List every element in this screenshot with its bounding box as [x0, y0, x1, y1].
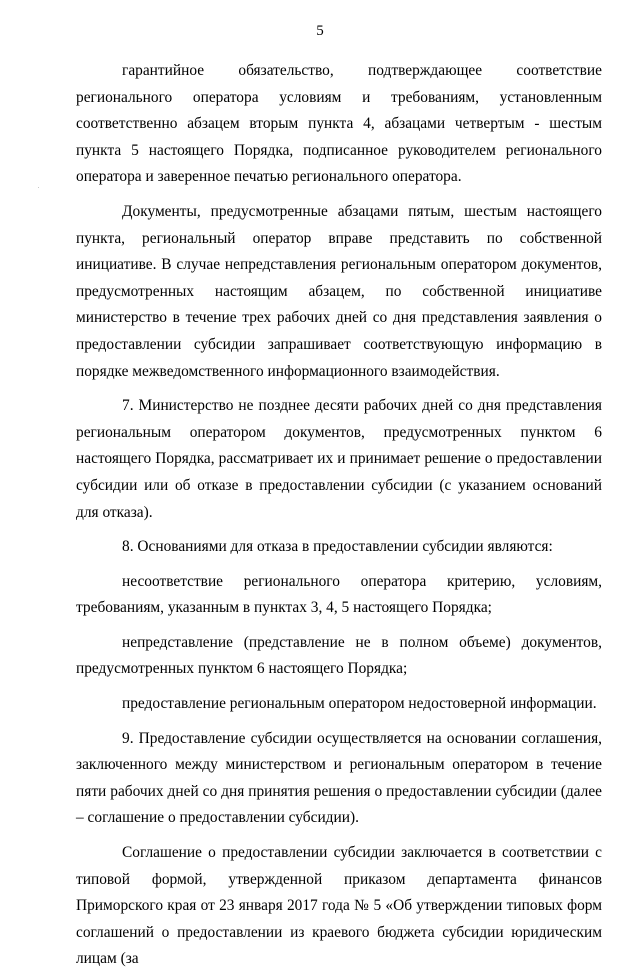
paragraph-item-7: 7. Министерство не позднее десяти рабочих дней со дня представления региональным оператором документов, предусмотренных пунктом 6 настоящего Порядка, рассматривает их и принимает решение о предоставлении субсидии или об отказе в предоставлении субсидии (с указанием оснований для отказа).: [76, 397, 602, 521]
paragraph-item-8: 8. Основаниями для отказа в предоставлении субсидии являются:: [122, 538, 553, 556]
paragraph-guarantee-obligation: гарантийное обязательство, подтверждающее соответствие регионального оператора условиям и требованиям, установленным соответственно абзацем вторым пункта 4, абзацами четвертым - шестым пункта 5 настоящего Порядка, подписанное руководителем регионального оператора и заверенное печатью регионального оператора.: [76, 62, 602, 186]
paragraph-item-9: 9. Предоставление субсидии осуществляется на основании соглашения, заключенного между министерством и региональным оператором в течение пяти рабочих дней со дня принятия решения о предоставлении субсидии (далее – соглашение о предоставлении субсидии).: [76, 729, 602, 827]
document-body: [76, 58, 602, 973]
page-number: 5: [316, 23, 324, 39]
paragraph-documents-initiative: Документы, предусмотренные абзацами пятым, шестым настоящего пункта, региональный оператор вправе представить по собственной инициативе. В случае непредставления региональным оператором документов, предусмотренных настоящим абзацем, по собственной инициативе министерство в течение трех рабочих дней со дня представления заявления о предоставлении субсидии запрашивает соответствующую информацию в порядке межведомственного информационного взаимодействия.: [76, 202, 602, 380]
paragraph-refusal-reason-2: непредставление (представление не в полном объеме) документов, предусмотренных пунктом 6 настоящего Порядка;: [76, 633, 602, 678]
paragraph-refusal-reason-3: предоставление региональным оператором недостоверной информации.: [122, 695, 597, 713]
paragraph-refusal-reason-1: несоответствие регионального оператора критерию, условиям, требованиям, указанным в пунктах 3, 4, 5 настоящего Порядка;: [76, 572, 602, 617]
margin-mark: [38, 187, 39, 188]
paragraph-agreement-form: Соглашение о предоставлении субсидии заключается в соответствии с типовой формой, утвержденной приказом департамента финансов Приморского края от 23 января 2017 года № 5 «Об утверждении типовых форм соглашений о предоставлении из краевого бюджета субсидии юридическим лицам (за: [76, 844, 602, 968]
